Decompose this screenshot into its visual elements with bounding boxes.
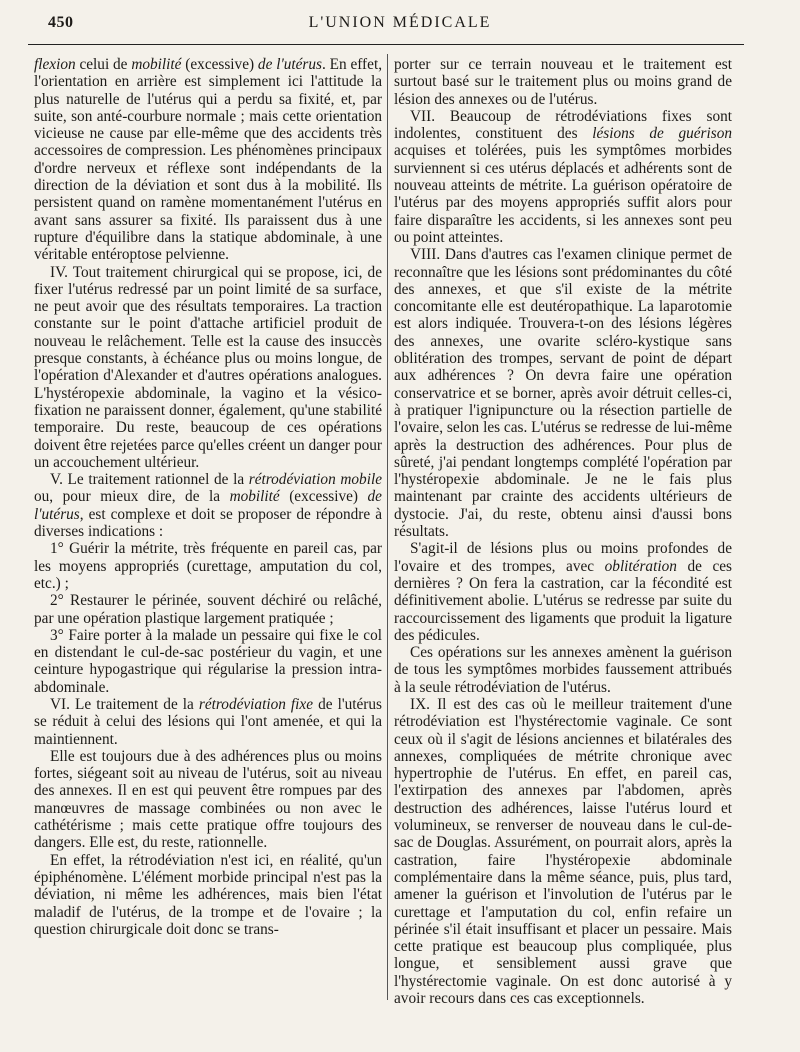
text-span: Elle est toujours due à des adhérences plus ou moins fortes, siégeant soit au niveau de l'utérus, soit au niveau des annexes. Il en est qui peuvent être rompues par des manœuvres de massage combinées ou non avec le cathétérisme ; mais cette pratique offre toujours des dangers. Elle est, du reste, rationnelle. — [34, 747, 382, 852]
paragraph — [394, 246, 732, 540]
text-span: En effet, la rétrodéviation n'est ici, en réalité, qu'un épiphénomène. L'élément morbide principal n'est pas la déviation, ni même les adhérences, mais bien l'état maladif de l'utérus, de la trompe et de l'ovaire ; la question chirurgicale doit donc se trans- — [34, 851, 382, 938]
text-span: (excessive) — [279, 488, 368, 506]
page-number: 450 — [48, 14, 74, 31]
text-span: porter sur ce terrain nouveau et le traitement est surtout basé sur le traitement plus ou moins grand de lésion des annexes ou de l'utérus. — [394, 56, 732, 108]
text-span: IX. Il est des cas où le meilleur traitement d'une rétrodéviation est l'hystérectomie vaginale. Ce sont ceux où il s'agit de lésions anciennes et bilatérales des annexes, compliquées de métrite chronique avec hypertrophie de l'utérus. En effet, en pareil cas, l'extirpation des annexes par l'abdomen, après destruction des adhérences, laisse l'utérus lourd et volumineux, se renverser de nouveau dans le cul-de-sac de Douglas. Assurément, on pourrait alors, après la castration, faire l'hystéropexie abdominale complémentaire dans la même séance, puis, plus tard, amener la guérison et l'involution de l'utérus par le curettage et l'amputation du col, enfin refaire un périnée s'il était insuffisant et placer un pessaire. Mais cette pratique est beaucoup plus compliquée, plus longue, et sensiblement aussi grave que l'hystérectomie vaginale. On est donc autorisé à y avoir recours dans ces cas exceptionnels. — [394, 695, 732, 1008]
text-span: de l'utérus se réduit à celui des lésions qui l'ont amenée, et qui la maintiennent. — [34, 695, 382, 748]
italic-text: de l'utérus — [257, 56, 322, 73]
paragraph — [394, 644, 732, 696]
text-span: VI. Le traitement de la — [50, 695, 199, 713]
text-span: , est complexe et doit se proposer de répondre à diverses indications : — [34, 505, 382, 541]
italic-text: flexion — [34, 56, 76, 73]
text-span: S'agit-il de lésions plus ou moins profondes de l'ovaire et des trompes, avec — [394, 540, 732, 575]
text-span: V. Le traitement rationnel de la — [50, 471, 249, 489]
paragraph — [394, 540, 732, 644]
left-column — [34, 56, 382, 938]
text-span: 1° Guérir la métrite, très fréquente en pareil cas, par les moyens appropriés (curettage, amputation du col, etc.) ; — [34, 540, 382, 592]
paragraph — [34, 696, 382, 748]
right-column — [394, 56, 732, 1007]
text-span: celui de — [75, 56, 132, 73]
paragraph-continuation — [394, 56, 732, 108]
paragraph — [34, 540, 382, 592]
text-span: (excessive) — [181, 56, 258, 73]
paragraph — [34, 627, 382, 696]
italic-text: de l'utérus — [34, 488, 382, 523]
paragraph — [394, 696, 732, 1007]
running-head: L'UNION MÉDICALE — [308, 14, 492, 31]
text-span: 2° Restaurer le périnée, souvent déchiré ou relâché, par une opération plastique largement pratiquée ; — [34, 592, 382, 627]
text-span: VIII. Dans d'autres cas l'examen clinique permet de reconnaître que les lésions sont prédominantes du côté des annexes, et que s'il existe de la métrite concomitante elle est deutéropathique. La laparotomie est alors indiquée. Trouvera-t-on des lésions légères des annexes, une ovarite scléro-kystique sans oblitération des trompes, servant de point de départ aux adhérences ? On devra faire une opération conservatrice et se borner, après avoir détruit celles-ci, à pratiquer l'ignipuncture ou la résection partielle de l'ovaire, selon les cas. L'utérus se redresse de lui-même après la destruction des adhérences. Pour plus de sûreté, j'ai pendant longtemps complété l'opération par l'hystéropexie abdominale. Je ne le fais plus maintenant par crainte des accidents ultérieurs de dystocie. J'ai, du reste, obtenu ainsi d'aussi bons résultats. — [394, 246, 732, 541]
italic-text: mobilité — [131, 56, 182, 73]
paragraph — [34, 264, 382, 472]
text-span: ou, pour mieux dire, de la — [34, 488, 230, 506]
text-span: . En effet, l'orientation en arrière est simplement ici l'attitude la plus naturelle de l'utérus qui a perdu sa fixité, et, par suite, son anté-courbure normale ; mais cette orientation vicieuse ne cause par elle-même que des accidents très accessoires de compression. Les phénomènes principaux d'ordre nerveux et réflexe sont indépendants de la direction de la déviation et sont dus à la mobilité. Ils persistent quand on ramène momentanément l'utérus en avant sans assurer sa fixité. Ils paraissent dus à une rupture d'équilibre dans la statique abdominale, à une véritable entéroptose pelvienne. — [34, 56, 383, 264]
text-span: 3° Faire porter à la malade un pessaire qui fixe le col en distendant le cul-de-sac postérieur du vagin, et une ceinture hypogastrique qui régularise la pression intra-abdominale. — [34, 626, 382, 696]
text-span: IV. Tout traitement chirurgical qui se propose, ici, de fixer l'utérus redressé par un point limité de sa surface, ne peut avoir que des résultats temporaires. La traction constante sur le point d'attache artificiel produit de nouveau le relâchement. Telle est la cause des insuccès presque constants, à échéance plus ou moins longue, de l'opération d'Alexander et d'autres opérations analogues. L'hystéropexie abdominale, la vagino et la vésico-fixation ne paraissent donner, également, qu'une stabilité temporaire. Du reste, beaucoup de ces opérations doivent être rejetées parce qu'elles créent un danger pour un accouchement ultérieur. — [34, 263, 382, 471]
italic-text: rétrodéviation fixe — [198, 695, 314, 713]
text-span: VII. Beaucoup de rétrodéviations fixes sont indolentes, constituent des — [394, 107, 732, 143]
paragraph — [34, 592, 382, 627]
italic-text: oblitération — [604, 557, 677, 575]
paragraph-continuation — [34, 56, 382, 264]
paragraph — [394, 108, 732, 246]
italic-text: rétrodéviation mobile — [248, 471, 382, 489]
italic-text: mobilité — [229, 488, 280, 506]
paragraph — [34, 852, 382, 938]
italic-text: lésions de guérison — [592, 125, 732, 143]
paragraph — [34, 748, 382, 852]
header-rule — [28, 44, 744, 45]
column-divider — [387, 54, 388, 1000]
text-span: Ces opérations sur les annexes amènent la guérison de tous les symptômes morbides faussement attribués à la seule rétrodéviation de l'utérus. — [394, 644, 732, 696]
text-span: de ces dernières ? On fera la castration, car la fécondité est définitivement abolie. L'utérus se redresse par suite du raccourcissement des ligaments que produit la ligature des pédicules. — [394, 557, 733, 644]
text-span: acquises et tolérées, puis les symptômes morbides surviennent si ces utérus déplacés et adhérents sont de nouveau atteints de métrite. La guérison opératoire de l'utérus par des moyens appropriés suffit alors pour faire disparaître les accidents, si les annexes sont peu ou point atteintes. — [394, 142, 732, 246]
paragraph — [34, 471, 382, 540]
